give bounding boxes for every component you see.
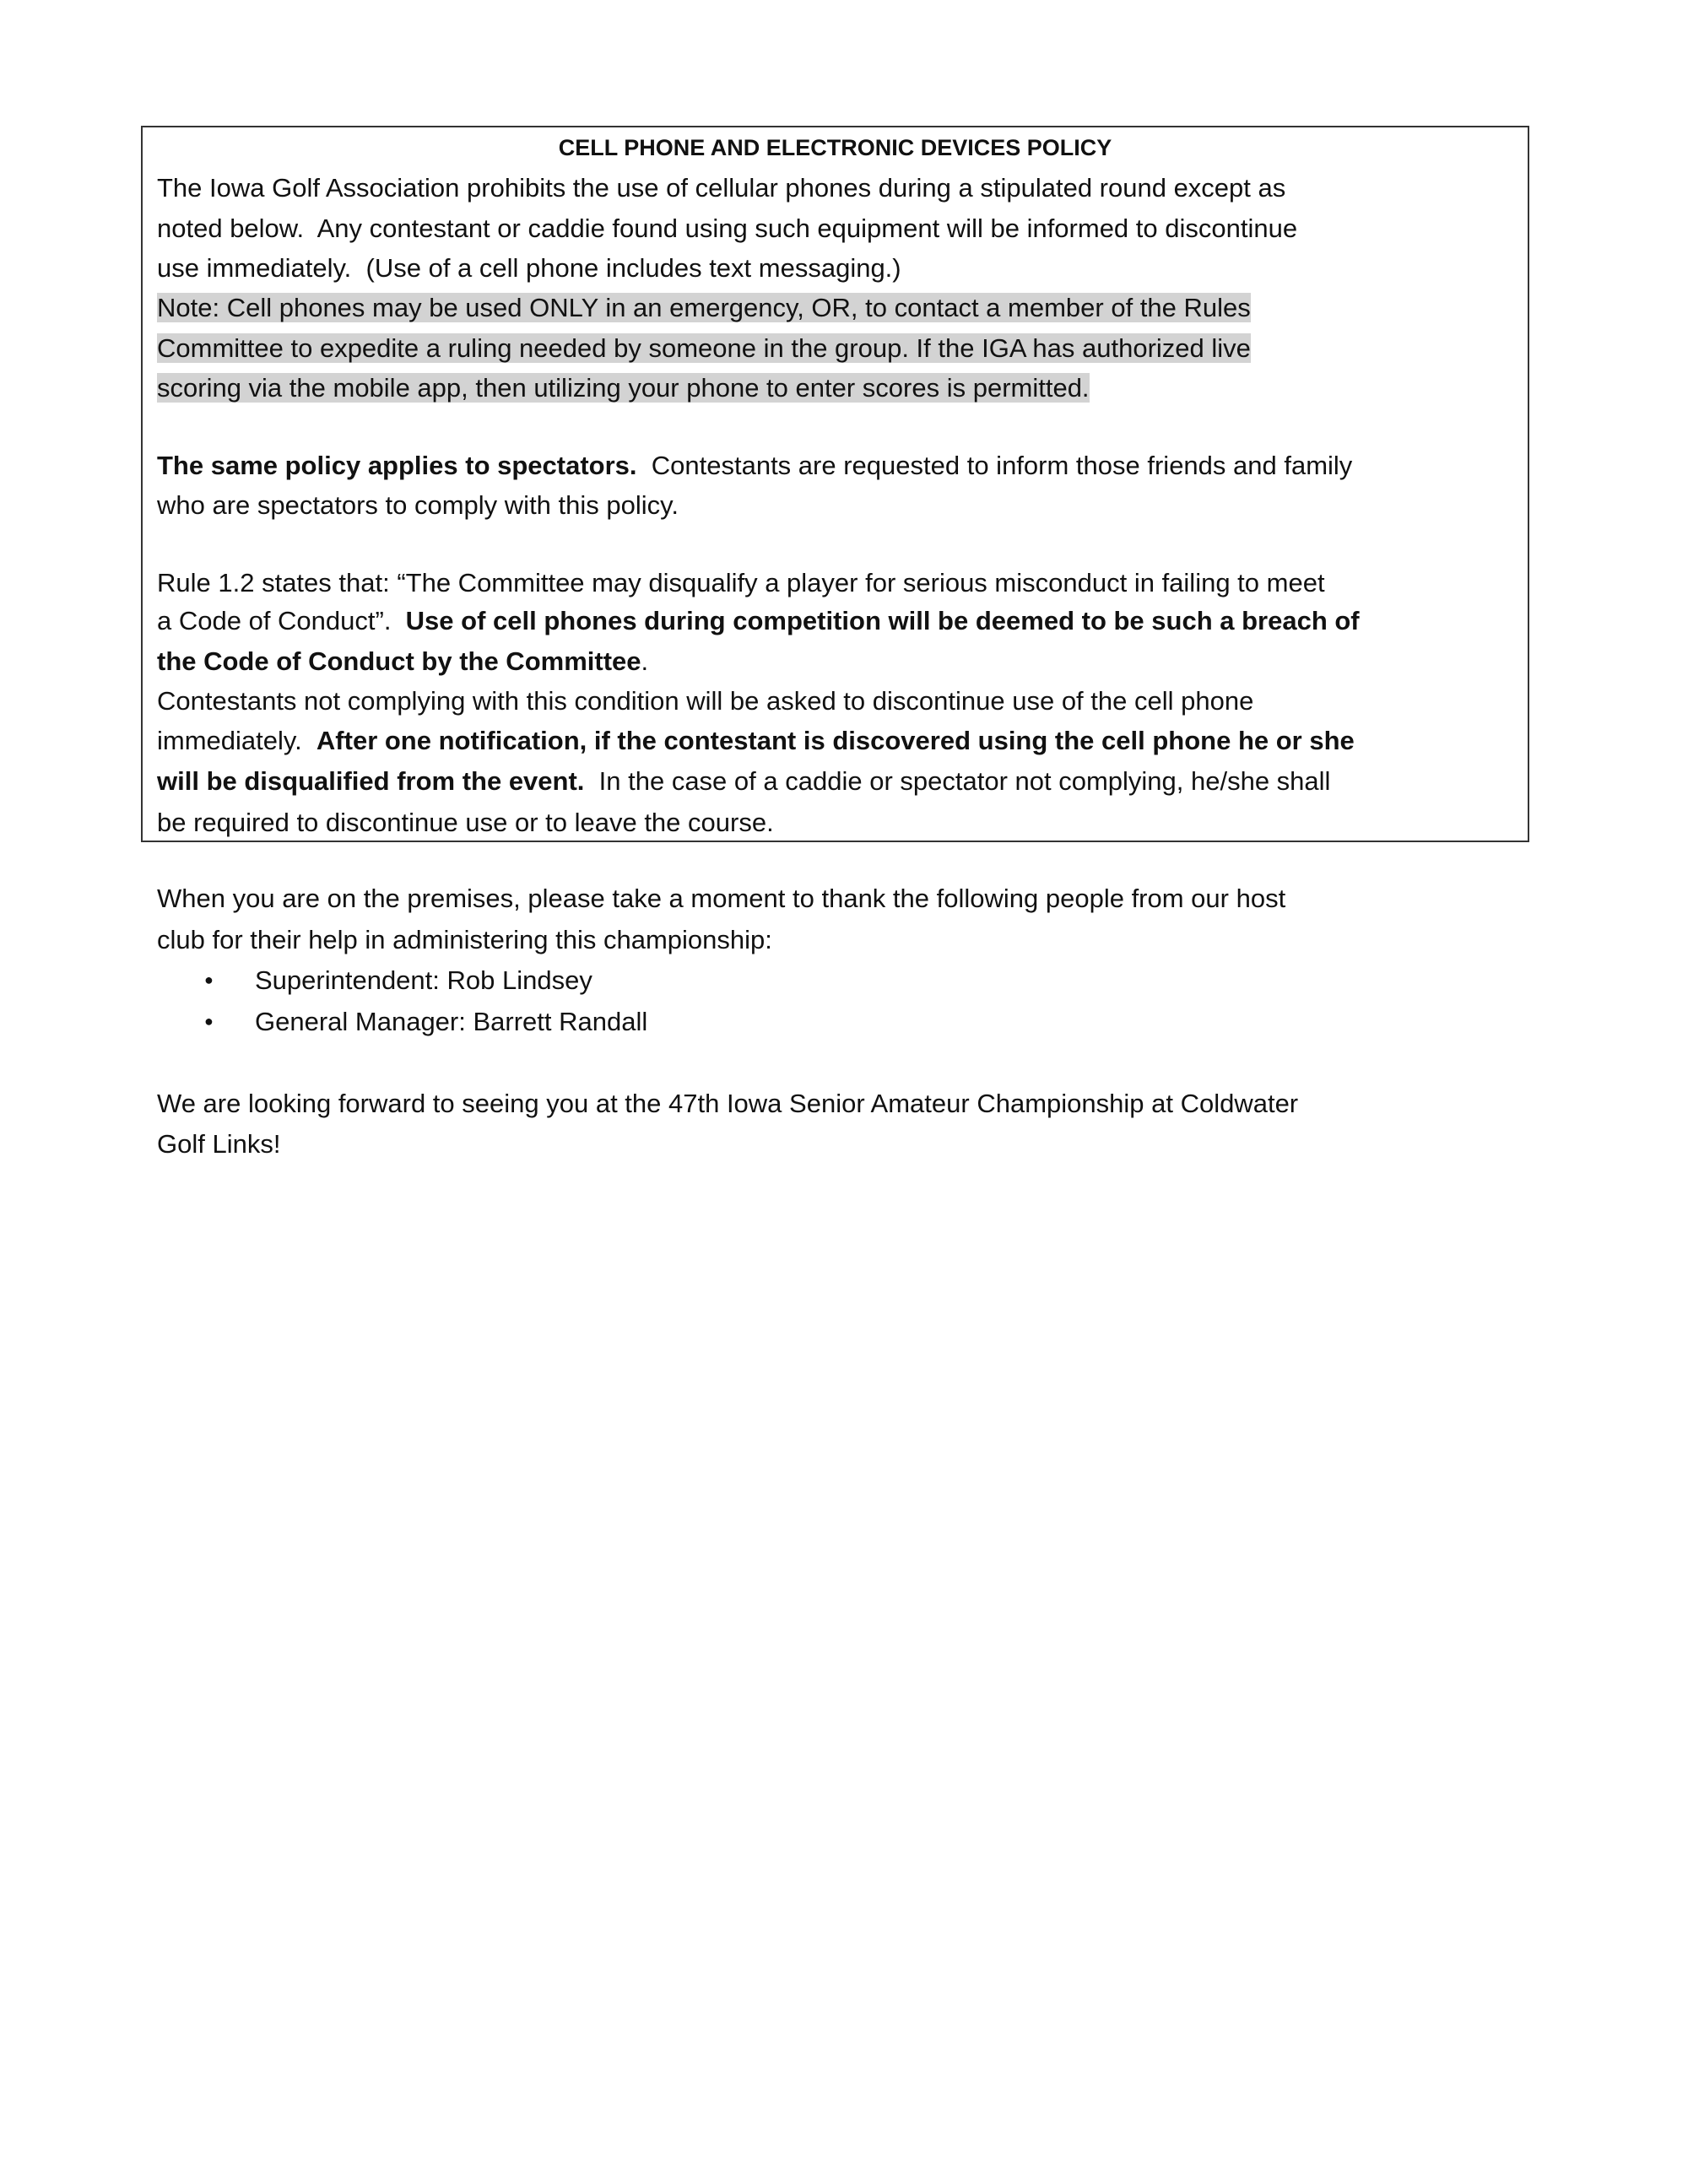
policy-text: immediately. — [157, 726, 316, 755]
policy-line — [157, 761, 1330, 801]
staff-item: General Manager: Barrett Randall — [255, 1007, 648, 1036]
policy-text: who are spectators to comply with this policy. — [157, 490, 679, 520]
policy-line — [157, 485, 679, 525]
policy-line — [157, 328, 1251, 368]
policy-line — [157, 641, 648, 681]
policy-text: be required to discontinue use or to leave the course. — [157, 808, 774, 837]
policy-line — [157, 168, 1285, 208]
closing-text: Golf Links! — [157, 1129, 281, 1159]
policy-line — [157, 803, 774, 842]
bullet-icon: ● — [204, 971, 214, 988]
thanks-text: club for their help in administering this championship: — [157, 925, 772, 954]
policy-line — [157, 368, 1090, 408]
policy-text: Rule 1.2 states that: “The Committee may disqualify a player for serious misconduct in failing to meet — [157, 568, 1325, 597]
policy-line — [157, 248, 901, 288]
policy-text: In the case of a caddie or spectator not complying, he/she shall — [584, 766, 1331, 796]
bold-text: After one notification, if the contestant is discovered using the cell phone he or she — [316, 726, 1355, 755]
policy-text: . — [641, 646, 649, 676]
policy-title: CELL PHONE AND ELECTRONIC DEVICES POLICY — [558, 135, 1112, 160]
highlighted-text: scoring via the mobile app, then utilizing your phone to enter scores is permitted. — [157, 373, 1090, 403]
bold-text: will be disqualified from the event. — [157, 766, 585, 796]
policy-text: Contestants not complying with this condition will be asked to discontinue use of the cell phone — [157, 686, 1254, 716]
bold-text: the Code of Conduct by the Committee — [157, 646, 641, 676]
policy-line — [157, 208, 1297, 248]
bullet-icon: ● — [204, 1013, 214, 1030]
policy-text: The Iowa Golf Association prohibits the use of cellular phones during a stipulated round except as — [157, 173, 1286, 203]
policy-line — [157, 601, 1360, 641]
thanks-text: When you are on the premises, please take a moment to thank the following people from our host — [157, 884, 1286, 913]
highlighted-text: Note: Cell phones may be used ONLY in an emergency, OR, to contact a member of the Rules — [157, 293, 1251, 322]
policy-text: Contestants are requested to inform those friends and family — [636, 451, 1353, 480]
policy-text: noted below. Any contestant or caddie found using such equipment will be informed to discontinue — [157, 214, 1298, 243]
policy-line — [157, 446, 1352, 485]
policy-line — [157, 563, 1325, 603]
bold-text: The same policy applies to spectators. — [157, 451, 637, 480]
policy-text: a Code of Conduct”. — [157, 606, 406, 635]
policy-line — [157, 721, 1355, 760]
bold-text: Use of cell phones during competition will be deemed to be such a breach of — [405, 606, 1360, 635]
closing-text: We are looking forward to seeing you at the 47th Iowa Senior Amateur Championship at Coldwater — [157, 1089, 1299, 1118]
policy-text: use immediately. (Use of a cell phone includes text messaging.) — [157, 253, 901, 283]
policy-line — [157, 681, 1253, 721]
highlighted-text: Committee to expedite a ruling needed by someone in the group. If the IGA has authorized live — [157, 333, 1251, 363]
staff-item: Superintendent: Rob Lindsey — [255, 965, 592, 995]
policy-line — [157, 288, 1251, 327]
